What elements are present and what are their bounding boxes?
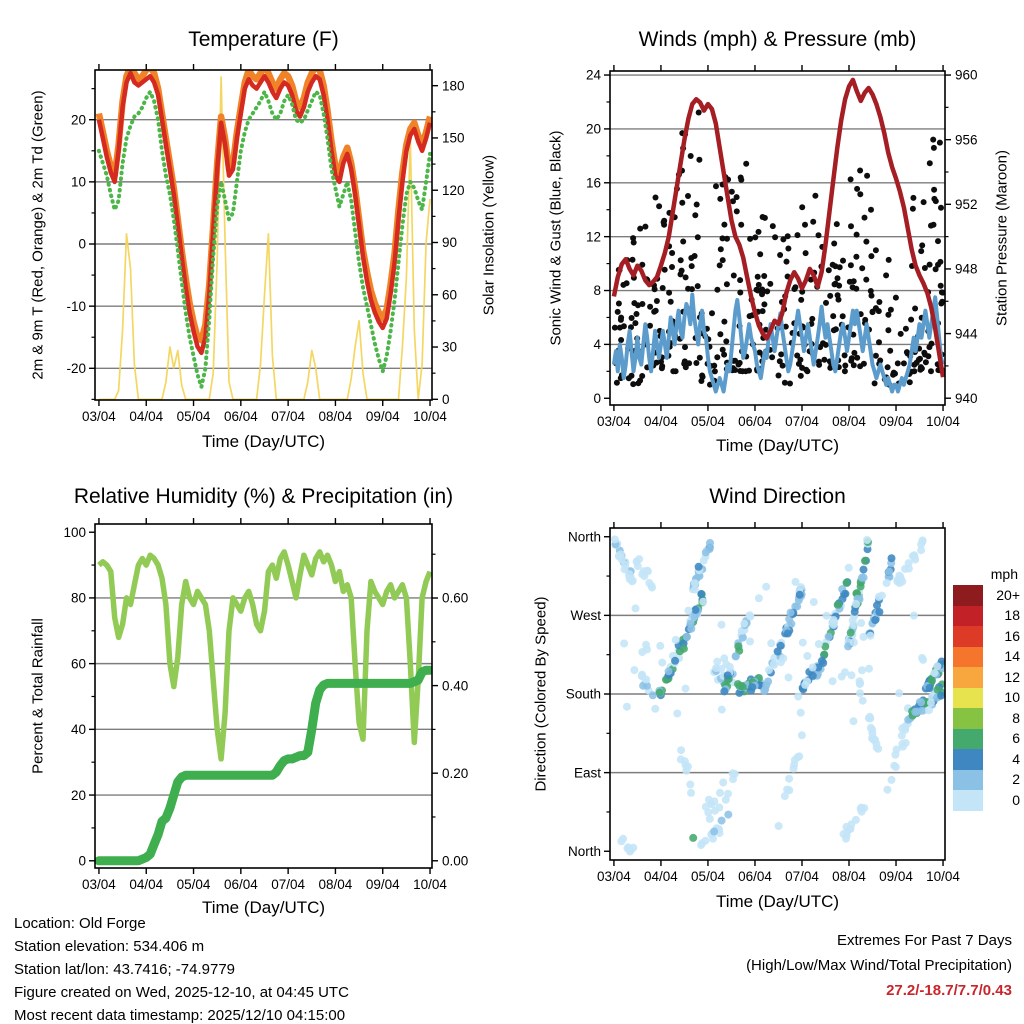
svg-text:0: 0 [442,392,450,408]
svg-text:0.20: 0.20 [442,765,469,781]
svg-text:04/04: 04/04 [644,869,678,884]
svg-text:960: 960 [955,67,978,83]
station-location: Location: Old Forge [14,915,146,932]
svg-text:0.60: 0.60 [442,590,469,606]
xlabel-wind-direction: Time (Day/UTC) [715,892,840,911]
svg-text:952: 952 [955,197,978,213]
station-elevation: Station elevation: 534.406 m [14,938,205,955]
svg-text:944: 944 [955,326,978,342]
svg-text:948: 948 [955,261,978,277]
colorbar-label-2: 2 [1012,771,1020,787]
colorbar-label-4: 4 [1012,750,1020,767]
svg-text:0.40: 0.40 [442,678,469,694]
colorbar-cell-6 [953,729,983,750]
extremes-values: 27.2/-18.7/7.7/0.43 [886,982,1012,999]
svg-text:09/04: 09/04 [879,414,913,429]
chart-title-winds-pressure: Winds (mph) & Pressure (mb) [638,28,917,51]
colorbar-label-20+: 20+ [996,586,1020,603]
svg-text:07/04: 07/04 [271,409,306,424]
svg-text:30: 30 [442,339,458,355]
svg-text:4: 4 [593,337,601,353]
svg-text:03/04: 03/04 [82,877,116,892]
svg-text:05/04: 05/04 [176,877,211,892]
svg-text:07/04: 07/04 [785,869,819,884]
svg-text:12: 12 [585,229,601,245]
svg-text:60: 60 [442,287,458,303]
svg-text:40: 40 [70,722,86,738]
svg-text:West: West [570,608,601,624]
extremes-title: Extremes For Past 7 Days [836,932,1012,949]
svg-text:0.00: 0.00 [442,853,469,869]
svg-text:10/04: 10/04 [413,877,447,892]
svg-text:08/04: 08/04 [832,414,866,429]
colorbar-label-18: 18 [1004,607,1020,623]
svg-text:08/04: 08/04 [318,409,353,424]
svg-text:0: 0 [78,853,86,869]
svg-text:07/04: 07/04 [785,414,819,429]
svg-text:10: 10 [70,174,86,190]
svg-text:16: 16 [585,175,601,191]
svg-text:03/04: 03/04 [82,409,116,424]
svg-text:8: 8 [593,283,601,299]
svg-text:0: 0 [593,390,601,406]
xlabel-winds: Time (Day/UTC) [715,436,840,455]
svg-text:06/04: 06/04 [738,414,772,429]
axis-label-pressure-right: Station Pressure (Maroon) [993,150,1011,326]
colorbar-label-0: 0 [1012,791,1020,808]
svg-text:06/04: 06/04 [223,877,258,892]
chart-title-humidity-precip: Relative Humidity (%) & Precipitation (in) [73,485,454,508]
axis-label-wind-left: Sonic Wind & Gust (Blue, Black) [547,130,565,346]
svg-text:956: 956 [955,132,978,148]
svg-text:07/04: 07/04 [271,877,306,892]
extremes-block [746,928,1012,1003]
svg-text:60: 60 [70,656,86,672]
colorbar-label-14: 14 [1004,648,1020,664]
colorbar-cell-14 [953,647,983,668]
svg-text:80: 80 [70,590,86,606]
data-timestamp: Most recent data timestamp: 2025/12/10 04:15:00 [14,1007,346,1024]
colorbar-cell-8 [953,708,983,729]
svg-text:03/04: 03/04 [597,869,631,884]
svg-text:90: 90 [442,235,458,251]
colorbar-cell-10 [953,688,983,709]
svg-text:180: 180 [442,78,465,94]
svg-text:09/04: 09/04 [879,869,913,884]
svg-text:120: 120 [442,182,465,198]
svg-text:20: 20 [70,112,86,128]
svg-text:10/04: 10/04 [926,414,960,429]
axis-label-percent-rainfall-left: Percent & Total Rainfall [29,618,47,774]
colorbar-cell-2 [953,770,983,791]
svg-text:03/04: 03/04 [597,414,631,429]
svg-text:10/04: 10/04 [413,409,447,424]
chart-title-temperature: Temperature (F) [188,28,339,51]
svg-text:East: East [573,765,601,781]
colorbar-cell-0 [953,790,983,811]
svg-text:04/04: 04/04 [644,414,678,429]
colorbar-label-6: 6 [1012,730,1020,746]
xlabel-humidity: Time (Day/UTC) [201,898,326,917]
station-latlon: Station lat/lon: 43.7416; -74.9779 [14,961,236,978]
axis-label-solar-right: Solar Insolation (Yellow) [480,154,498,316]
svg-text:06/04: 06/04 [738,869,772,884]
svg-text:South: South [565,686,601,702]
svg-text:08/04: 08/04 [318,877,353,892]
extremes-subtitle: (High/Low/Max Wind/Total Precipitation) [746,957,1012,974]
svg-text:North: North [567,529,601,545]
colorbar-cell-16 [953,626,983,647]
svg-text:-10: -10 [66,298,86,314]
svg-text:09/04: 09/04 [365,409,400,424]
colorbar-cell-20+ [953,585,983,606]
svg-text:150: 150 [442,130,465,146]
svg-text:20: 20 [70,787,86,803]
svg-text:24: 24 [585,67,601,83]
svg-text:05/04: 05/04 [691,869,725,884]
colorbar-cell-18 [953,606,983,627]
svg-text:North: North [567,843,601,859]
colorbar-label-12: 12 [1004,668,1020,685]
svg-text:04/04: 04/04 [129,409,164,424]
svg-text:940: 940 [955,390,978,406]
axis-label-direction-left: Direction (Colored By Speed) [532,596,550,792]
svg-text:0: 0 [78,236,86,252]
svg-text:04/04: 04/04 [129,877,164,892]
axis-label-temperature-left: 2m & 9m T (Red, Orange) & 2m Td (Green) [29,90,47,380]
svg-text:20: 20 [585,121,601,137]
colorbar-label-16: 16 [1004,627,1020,644]
svg-text:10/04: 10/04 [926,869,960,884]
station-info [14,912,349,1024]
colorbar-label-10: 10 [1004,689,1020,705]
colorbar-label-8: 8 [1012,709,1020,726]
chart-title-wind-direction: Wind Direction [709,485,846,508]
svg-text:08/04: 08/04 [832,869,866,884]
xlabel-temperature: Time (Day/UTC) [201,432,326,451]
colorbar-cell-12 [953,667,983,688]
svg-text:09/04: 09/04 [365,877,400,892]
svg-text:06/04: 06/04 [223,409,258,424]
figure-created: Figure created on Wed, 2025-12-10, at 04:45 UTC [14,984,349,1001]
svg-text:05/04: 05/04 [691,414,725,429]
colorbar-cell-4 [953,749,983,770]
svg-text:05/04: 05/04 [176,409,211,424]
svg-text:-20: -20 [66,361,86,377]
svg-text:100: 100 [63,524,86,540]
colorbar-title: mph [990,566,1018,582]
